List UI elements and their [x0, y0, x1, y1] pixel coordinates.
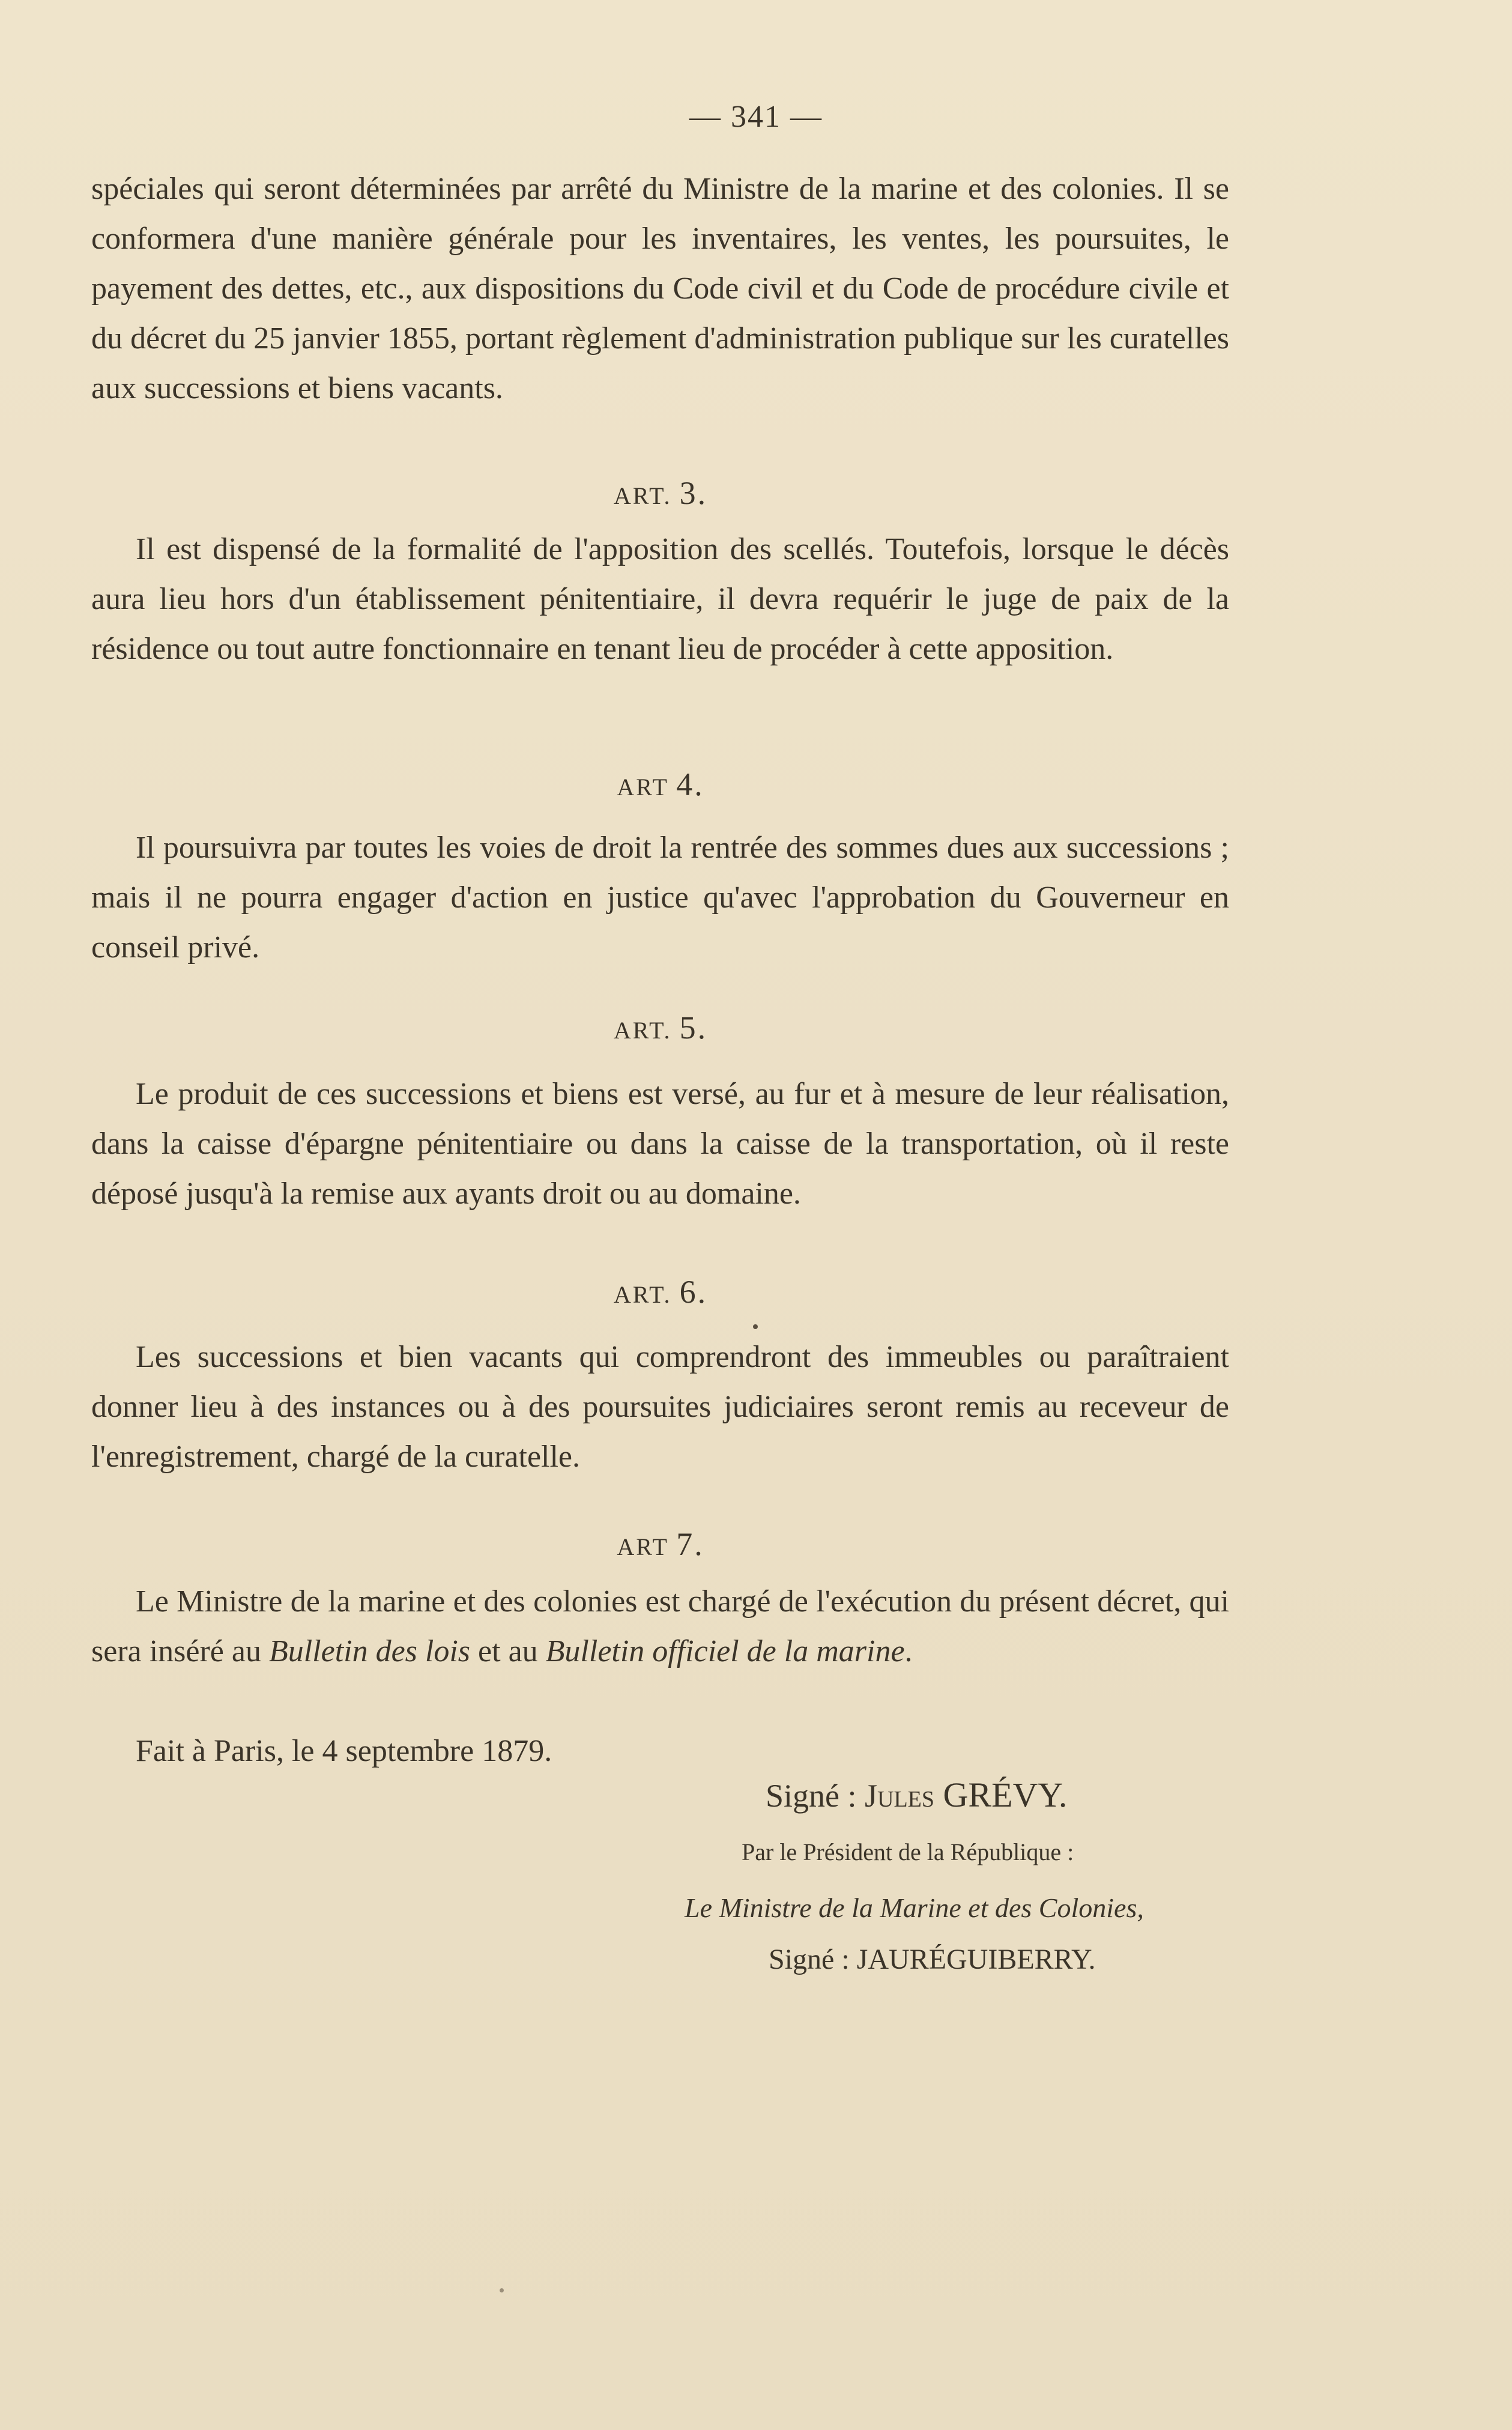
- ink-dot: [753, 1324, 758, 1329]
- article-3-label: ART.: [613, 482, 680, 509]
- article-4-text: Il poursuivra par toutes les voies de droit la rentrée des sommes dues aux successions ; mais il ne pourra engager d'action en justice qu'avec l'approbation du Gouverneur en conseil privé.: [91, 831, 1229, 965]
- article-7-number: 7.: [676, 1526, 704, 1562]
- article-5-text: Le produit de ces successions et biens est versé, au fur et à mesure de leur réalisation, dans la caisse d'épargne pénitentiaire ou dans la caisse de la transportation, où il reste déposé jusqu'à la remise aux ayants droit ou au domaine.: [91, 1077, 1229, 1211]
- article-4-number: 4.: [676, 766, 704, 802]
- article-3-number: 3.: [679, 475, 708, 511]
- president-signature: [766, 1775, 1067, 1815]
- president-first-name: Jules: [865, 1778, 935, 1814]
- ministre-title: Le Ministre de la Marine et des Colonies,: [685, 1892, 1144, 1923]
- article-5-heading: [0, 1009, 1321, 1046]
- article-3-heading: [0, 474, 1321, 512]
- paragraph-intro: spéciales qui seront déterminées par arrêté du Ministre de la marine et des colonies. Il se conformera d'une manière générale pour les inventaires, les ventes, les poursuites, le payement des dettes, etc., aux dispositions du Code civil et du Code de procédure civile et du décret du 25 janvier 1855, portant règlement d'administration publique sur les curatelles aux successions et biens vacants.: [91, 172, 1229, 405]
- article-7-label: ART: [617, 1533, 677, 1560]
- bulletin-des-lois: Bulletin des lois: [268, 1634, 471, 1668]
- article-5-number: 5.: [679, 1010, 708, 1046]
- ministre-signature: Signé : JAURÉGUIBERRY.: [769, 1944, 1096, 1975]
- bulletin-officiel: Bulletin officiel de la marine: [545, 1634, 905, 1668]
- article-6-text: Les successions et bien vacants qui comprendront des immeubles ou paraîtraient donner lieu à des instances ou à des poursuites judiciaires seront remis au receveur de l'enregistrement, chargé de la curatelle.: [91, 1340, 1229, 1474]
- fait-a-paris: Fait à Paris, le 4 septembre 1879.: [136, 1734, 552, 1768]
- president-surname: GRÉVY.: [934, 1775, 1068, 1814]
- article-6-heading: [0, 1273, 1321, 1310]
- article-7-text-middle: et au: [470, 1634, 546, 1668]
- paper-speck: [500, 2288, 504, 2292]
- article-4-label: ART: [617, 774, 677, 801]
- article-6-number: 6.: [679, 1274, 708, 1310]
- article-7-text-before: Le Ministre de la marine et des colonies est chargé de l'exécution du présent décret, qui sera inséré au: [91, 1584, 1229, 1668]
- par-le-president: Par le Président de la République :: [742, 1838, 1074, 1865]
- article-4-heading: [0, 766, 1321, 803]
- article-5-label: ART.: [613, 1017, 680, 1044]
- article-7-text: [91, 1577, 1229, 1676]
- article-7-text-after: .: [904, 1634, 913, 1668]
- page-number: — 341 —: [689, 100, 823, 134]
- article-3-text: Il est dispensé de la formalité de l'apposition des scellés. Toutefois, lorsque le décès aura lieu hors d'un établissement pénitentiaire, il devra requérir le juge de paix de la résidence ou tout autre fonctionnaire en tenant lieu de procéder à cette apposition.: [91, 532, 1229, 666]
- article-6-label: ART.: [613, 1281, 680, 1308]
- signe-prefix: Signé :: [766, 1778, 865, 1814]
- article-7-heading: [0, 1526, 1321, 1563]
